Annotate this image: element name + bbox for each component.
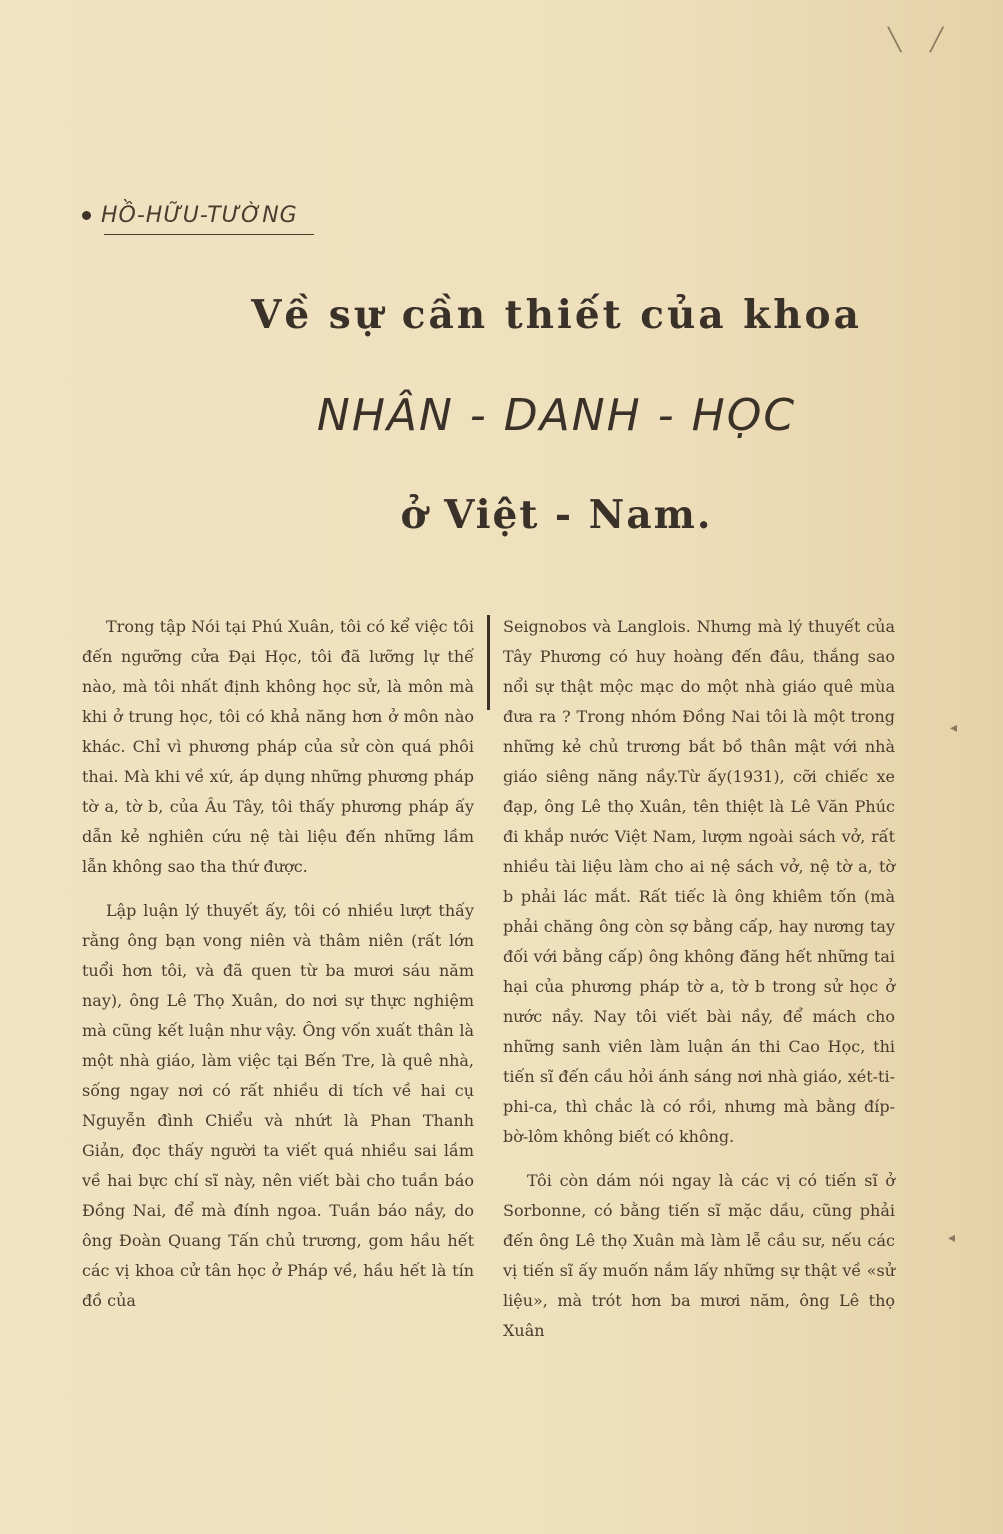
column-rule bbox=[487, 615, 490, 710]
edge-mark: ◂ bbox=[948, 1230, 956, 1246]
author-byline bbox=[82, 203, 298, 228]
bullet-icon bbox=[82, 211, 91, 220]
edge-mark: ◂ bbox=[950, 720, 958, 736]
article-title-line-3: ở Việt - Nam. bbox=[400, 492, 713, 538]
author-underline bbox=[104, 234, 314, 235]
edge-mark: ╲ bbox=[888, 28, 902, 53]
paragraph: Lập luận lý thuyết ấy, tôi có nhiều lượt thấy rằng ông bạn vong niên và thâm niên (rất lớn tuổi hơn tôi, và đã quen từ ba mươi sáu năm nay), ông Lê Thọ Xuân, do nơi sự thực nghiệm mà cũng kết luận như vậy. Ông vốn xuất thân là một nhà giáo, làm việc tại Bến Tre, là quê nhà, sống ngay nơi có rất nhiều di tích về hai cụ Nguyễn đình Chiểu và nhứt là Phan Thanh Giản, đọc thấy người ta viết quá nhiều sai lầm về hai bực chí sĩ này, nên viết bài cho tuần báo Đồng Nai, để mà đính ngoa. Tuần báo nầy, do ông Đoàn Quang Tấn chủ trương, gom hầu hết các vị khoa cử tân học ở Pháp về, hầu hết là tín đồ của bbox=[82, 901, 474, 1310]
paragraph: Trong tập Nói tại Phú Xuân, tôi có kể việc tôi đến ngưỡng cửa Đại Học, tôi đã lưỡng lự thế nào, mà tôi nhất định không học sử, là môn mà khi ở trung học, tôi có khả năng hơn ở môn nào khác. Chỉ vì phương pháp của sử còn quá phôi thai. Mà khi về xứ, áp dụng những phương pháp tờ a, tờ b, của Âu Tây, tôi thấy phương pháp ấy dẫn kẻ nghiên cứu nệ tài liệu đến những lầm lẫn không sao tha thứ được. bbox=[82, 617, 474, 876]
right-column bbox=[503, 612, 895, 1360]
paragraph: Tôi còn dám nói ngay là các vị có tiến sĩ ở Sorbonne, có bằng tiến sĩ mặc dầu, cũng phải đến ông Lê thọ Xuân mà làm lễ cầu sư, nếu các vị tiến sĩ ấy muốn nắm lấy những sự thật về «sử liệu», mà trót hơn ba mươi năm, ông Lê thọ Xuân bbox=[503, 1171, 895, 1340]
article-title-line-1: Về sự cần thiết của khoa bbox=[251, 292, 862, 338]
author-name: HỒ-HỮU-TƯỜNG bbox=[101, 203, 298, 228]
article-title-line-2: NHÂN - DANH - HỌC bbox=[316, 390, 797, 441]
left-column bbox=[82, 612, 474, 1330]
edge-mark: ╱ bbox=[930, 28, 944, 53]
paragraph: Seignobos và Langlois. Nhưng mà lý thuyết của Tây Phương có huy hoàng đến đâu, thắng sao nổi sự thật mộc mạc do một nhà giáo quê mùa đưa ra ? Trong nhóm Đồng Nai tôi là một trong những kẻ chủ trương bắt bồ thân mật với nhà giáo siêng năng nầy.Từ ấy(1931), cỡi chiếc xe đạp, ông Lê thọ Xuân, tên thiệt là Lê Văn Phúc đi khắp nước Việt Nam, lượm ngoài sách vở, rất nhiều tài liệu làm cho ai nệ sách vở, nệ tờ a, tờ b phải lác mắt. Rất tiếc là ông khiêm tốn (mà phải chăng ông còn sợ bằng cấp, hay nương tay đối với bằng cấp) ông không đăng hết những tai hại của phương pháp tờ a, tờ b trong sử học ở nước nầy. Nay tôi viết bài nầy, để mách cho những sanh viên làm luận án thi Cao Học, thi tiến sĩ đến cầu hỏi ánh sáng nơi nhà giáo, xét-ti-phi-ca, thì chắc là có rồi, nhưng mà bằng đíp-bờ-lôm không biết có không. bbox=[503, 617, 895, 1146]
